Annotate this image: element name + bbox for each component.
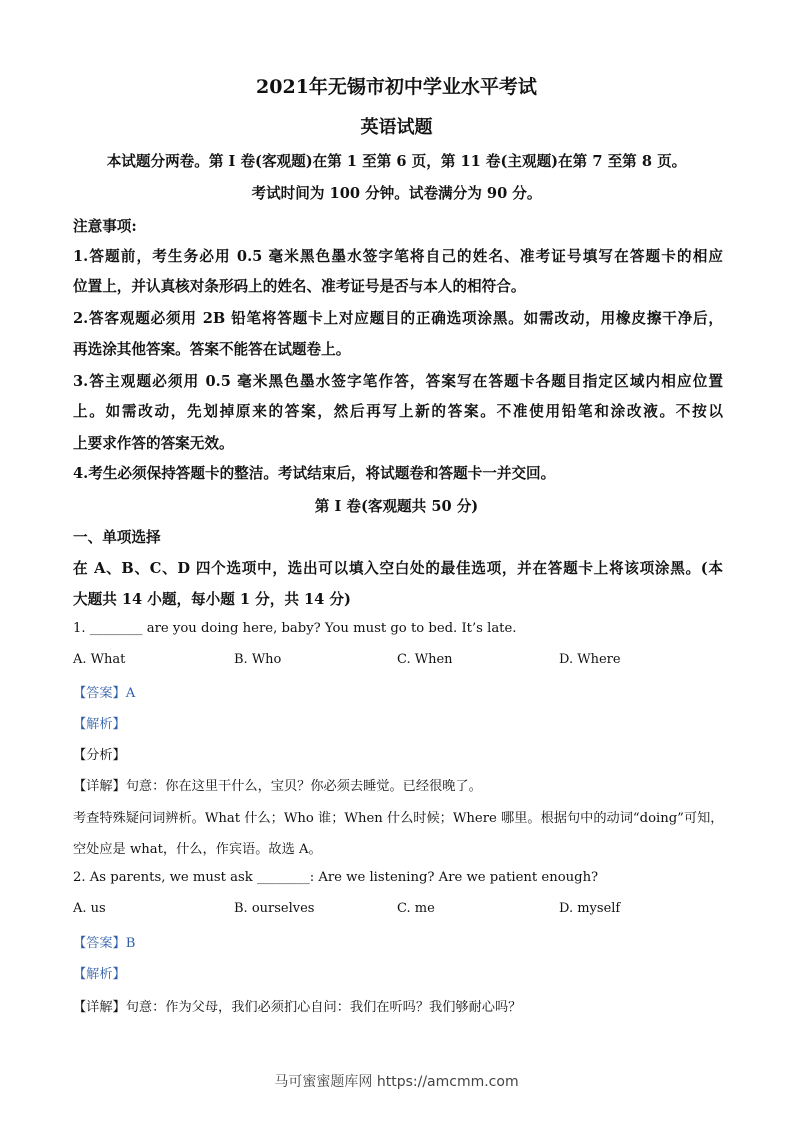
page-title: 2021年无锡市初中学业水平考试	[256, 76, 537, 98]
option-b: B. ourselves	[234, 901, 315, 916]
answer-label: 【答案】A	[73, 686, 136, 701]
option-d: D. Where	[559, 652, 621, 667]
intro-line-2: 考试时间为 100 分钟。试卷满分为 90 分。	[251, 185, 542, 202]
notes-line: 3.答主观题必须用 0.5 毫米黑色墨水签字笔作答，答案写在答题卡各题目指定区域内相应位置	[73, 373, 723, 390]
option-a: A. What	[73, 652, 126, 667]
notes-line: 上。如需改动，先划掉原来的答案，然后再写上新的答案。不准使用铅笔和涂改液。不按以	[73, 403, 723, 420]
footer-watermark: 马可蜜蜜题库网 https://amcmm.com	[274, 1074, 519, 1090]
notes-line: 上要求作答的答案无效。	[73, 435, 234, 452]
detail-text: 【详解】句意：你在这里干什么，宝贝？你必须去睡觉。已经很晚了。	[73, 779, 482, 794]
answer-label: 【答案】B	[73, 936, 136, 951]
notes-line: 位置上，并认真核对条形码上的姓名、准考证号是否与本人的相符合。	[73, 278, 526, 295]
instruction-line-1: 在 A、B、C、D 四个选项中，选出可以填入空白处的最佳选项，并在答题卡上将该项涂黑。(本	[73, 560, 723, 577]
notes-line: 再选涂其他答案。答案不能答在试题卷上。	[73, 341, 351, 358]
notes-line: 2.答客观题必须用 2B 铅笔将答题卡上对应题目的正确选项涂黑。如需改动，用橡皮擦干净后，	[73, 310, 723, 327]
option-b: B. Who	[234, 652, 282, 667]
notes-line: 4.考生必须保持答题卡的整洁。考试结束后，将试题卷和答题卡一并交回。	[73, 465, 556, 482]
question-stem: 2. As parents, we must ask ________: Are we listening? Are we patient enough?	[73, 870, 599, 885]
section-heading: 第 I 卷(客观题共 50 分)	[314, 498, 479, 515]
question-stem: 1. ________ are you doing here, baby? You must go to bed. It’s late.	[73, 621, 517, 636]
option-a: A. us	[73, 901, 106, 916]
option-c: C. me	[397, 901, 435, 916]
explanation-line: 考查特殊疑问词辨析。What 什么；Who 谁；When 什么时候；Where 哪里。根据句中的动词“doing”可知，	[73, 811, 724, 826]
analysis-label: 【解析】	[73, 967, 126, 982]
notes-heading: 注意事项:	[73, 218, 137, 235]
instruction-line-2: 大题共 14 小题，每小题 1 分，共 14 分)	[73, 591, 351, 608]
notes-line: 1.答题前，考生务必用 0.5 毫米黑色墨水签字笔将自己的姓名、准考证号填写在答题卡的相应	[73, 248, 723, 265]
analysis-label: 【解析】	[73, 717, 126, 732]
page-subtitle: 英语试题	[360, 117, 433, 138]
intro-line-1: 本试题分两卷。第 I 卷(客观题)在第 1 至第 6 页，第 11 卷(主观题)在第 7 至第 8 页。	[106, 153, 687, 170]
explanation-line: 空处应是 what，什么，作宾语。故选 A。	[73, 842, 322, 857]
fenxi-label: 【分析】	[73, 748, 126, 763]
detail-text: 【详解】句意：作为父母，我们必须扪心自问：我们在听吗？我们够耐心吗？	[73, 1000, 522, 1015]
option-d: D. myself	[559, 901, 621, 916]
part-heading: 一、单项选择	[73, 529, 161, 546]
option-c: C. When	[397, 652, 453, 667]
